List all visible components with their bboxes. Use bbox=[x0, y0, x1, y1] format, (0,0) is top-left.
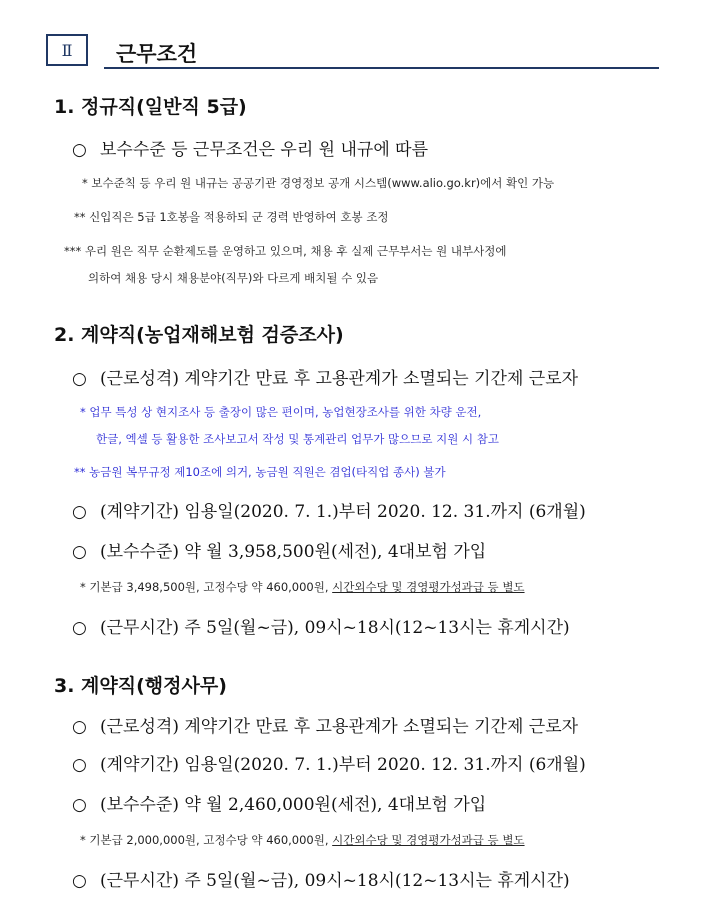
heading-contract-inspection: 2. 계약직(농업재해보험 검증조사) bbox=[54, 324, 344, 346]
circle-bullet-icon: ○ bbox=[72, 140, 87, 160]
note-rotation-2: 의하여 채용 당시 채용분야(직무)와 다르게 배치될 수 있음 bbox=[88, 271, 379, 285]
bullet-salary: ○ (보수수준) 약 월 2,460,000원(세전), 4대보험 가입 bbox=[72, 795, 487, 815]
section-title: 근무조건 bbox=[116, 42, 198, 66]
bullet-contract-period: ○ (계약기간) 임용일(2020. 7. 1.)부터 2020. 12. 31.까지 (6개월) bbox=[72, 502, 586, 522]
circle-bullet-icon: ○ bbox=[72, 502, 87, 522]
note-pay-step: ** 신입직은 5급 1호봉을 적용하되 군 경력 반영하여 호봉 조정 bbox=[74, 210, 389, 224]
circle-bullet-icon: ○ bbox=[72, 542, 87, 562]
section-underline bbox=[104, 67, 659, 69]
note-field-work-1: * 업무 특성 상 현지조사 등 출장이 많은 편이며, 농업현장조사를 위한 차량 운전, bbox=[80, 405, 482, 419]
section-numeral: Ⅱ bbox=[61, 40, 73, 60]
bullet-work-hours: ○ (근무시간) 주 5일(월~금), 09시~18시(12~13시는 휴게시간) bbox=[72, 871, 570, 891]
circle-bullet-icon: ○ bbox=[72, 755, 87, 775]
circle-bullet-icon: ○ bbox=[72, 618, 87, 638]
bullet-contract-period: ○ (계약기간) 임용일(2020. 7. 1.)부터 2020. 12. 31.까지 (6개월) bbox=[72, 755, 586, 775]
note-alio: * 보수준칙 등 우리 원 내규는 공공기관 경영정보 공개 시스템(www.alio.go.kr)에서 확인 가능 bbox=[82, 176, 555, 190]
circle-bullet-icon: ○ bbox=[72, 369, 87, 389]
bullet-work-hours: ○ (근무시간) 주 5일(월~금), 09시~18시(12~13시는 휴게시간) bbox=[72, 618, 570, 638]
note-field-work-2: 한글, 엑셀 등 활용한 조사보고서 작성 및 통계관리 업무가 많으므로 지원 시 참고 bbox=[96, 432, 500, 446]
bullet-work-nature: ○ (근로성격) 계약기간 만료 후 고용관계가 소멸되는 기간제 근로자 bbox=[72, 369, 579, 389]
bullet-work-nature: ○ (근로성격) 계약기간 만료 후 고용관계가 소멸되는 기간제 근로자 bbox=[72, 717, 579, 737]
circle-bullet-icon: ○ bbox=[72, 871, 87, 891]
note-base-pay: * 기본급 2,000,000원, 고정수당 약 460,000원, 시간외수당 및 경영평가성과급 등 별도 bbox=[80, 833, 525, 847]
heading-contract-admin: 3. 계약직(행정사무) bbox=[54, 675, 227, 697]
note-side-job: ** 농금원 복무규정 제10조에 의거, 농금원 직원은 겸업(타직업 종사) 불가 bbox=[74, 465, 446, 479]
note-rotation-1: *** 우리 원은 직무 순환제도를 운영하고 있으며, 채용 후 실제 근무부서는 원 내부사정에 bbox=[64, 244, 507, 258]
bullet-salary: ○ (보수수준) 약 월 3,958,500원(세전), 4대보험 가입 bbox=[72, 542, 487, 562]
circle-bullet-icon: ○ bbox=[72, 717, 87, 737]
note-base-pay: * 기본급 3,498,500원, 고정수당 약 460,000원, 시간외수당 및 경영평가성과급 등 별도 bbox=[80, 580, 525, 594]
heading-regular: 1. 정규직(일반직 5급) bbox=[54, 96, 247, 118]
circle-bullet-icon: ○ bbox=[72, 795, 87, 815]
bullet-salary-rules: ○ 보수수준 등 근무조건은 우리 원 내규에 따름 bbox=[72, 140, 429, 160]
section-numeral-box bbox=[46, 34, 88, 66]
